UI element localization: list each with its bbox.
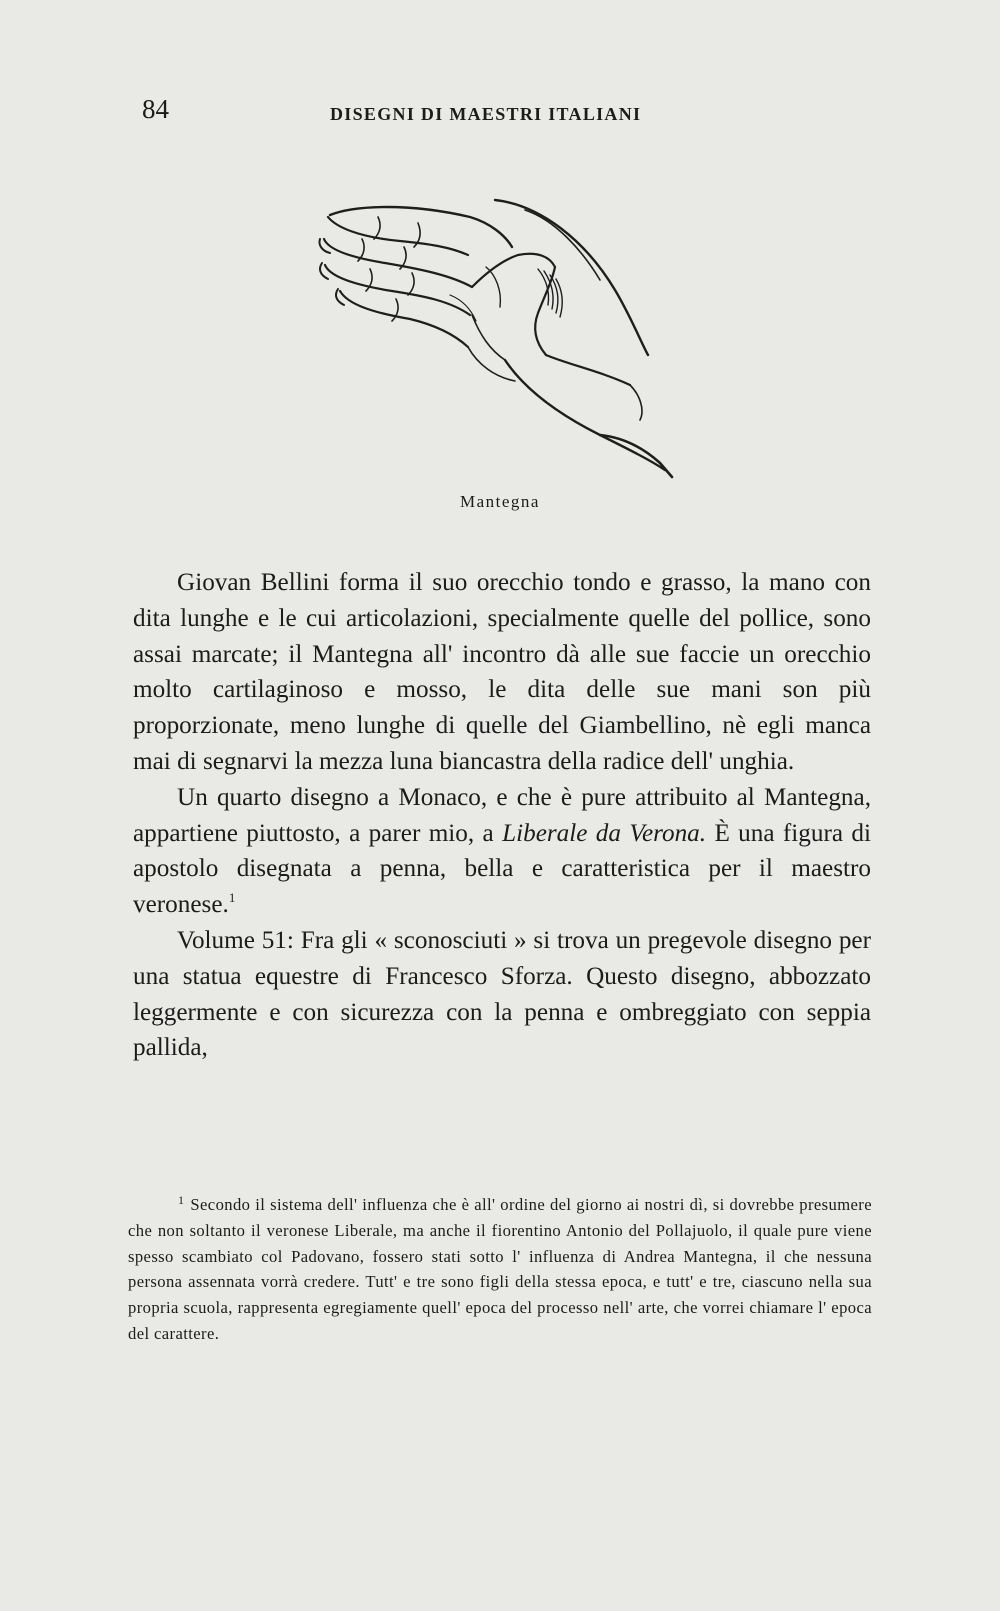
paragraph-2-text-end: È una figura di apostolo disegnata a penna, bella e caratteristica per il maestro veronese. bbox=[133, 819, 872, 919]
footnote-number: 1 bbox=[178, 1193, 185, 1207]
paragraph-3: Volume 51: Fra gli « sconosciuti » si trova un pregevole disegno per una statua equestre di Francesco Sforza. Questo disegno, abbozzato leggermente e con sicurezza con la penna e ombreggiato con seppia pallida, bbox=[133, 926, 871, 1062]
page-number: 84 bbox=[142, 94, 169, 124]
paragraph-2 bbox=[133, 780, 871, 923]
footnote-text: Secondo il sistema dell' influenza che è all' ordine del giorno ai nostri dì, si dovrebbe presumere che non soltanto il veronese Liberale, ma anche il fiorentino Antonio del Pollajuolo, il quale pure viene spesso scambiato col Padovano, fossero stati sotto l' influenza di Andrea Mantegna, il che nessuna persona assennata vorrà credere. Tutt' e tre sono figli della stessa epoca, e tutt' e tre, ciascuno nella sua propria scuola, rappresenta egregiamente quell' epoca del processo nell' arte, che vorrei chiamare l' epoca del carattere. bbox=[128, 1195, 872, 1343]
footnote-reference: 1 bbox=[228, 890, 236, 906]
body-text bbox=[133, 565, 871, 1066]
footnote bbox=[128, 1192, 872, 1347]
figure-caption: Mantegna bbox=[460, 492, 540, 511]
hand-drawing-figure bbox=[300, 195, 700, 495]
paragraph-2-italic-name: Liberale da Verona. bbox=[502, 819, 707, 847]
running-title: DISEGNI DI MAESTRI ITALIANI bbox=[330, 104, 642, 124]
paragraph-1: Giovan Bellini forma il suo orecchio tondo e grasso, la mano con dita lunghe e le cui articolazioni, specialmente quelle del pollice, sono assai marcate; il Mantegna all' incontro dà alle sue faccie un orecchio molto cartilaginoso e mosso, le dita delle sue mani son più proporzionate, meno lunghe di quelle del Giambellino, nè egli manca mai di segnarvi la mezza luna biancastra della radice dell' unghia. bbox=[133, 569, 871, 775]
hand-drawing-icon bbox=[300, 195, 700, 495]
paragraph-2-text-start: Un quarto disegno a Monaco, e che è pure attribuito al Mantegna, appartiene piuttosto, a parer mio, a bbox=[133, 783, 871, 847]
